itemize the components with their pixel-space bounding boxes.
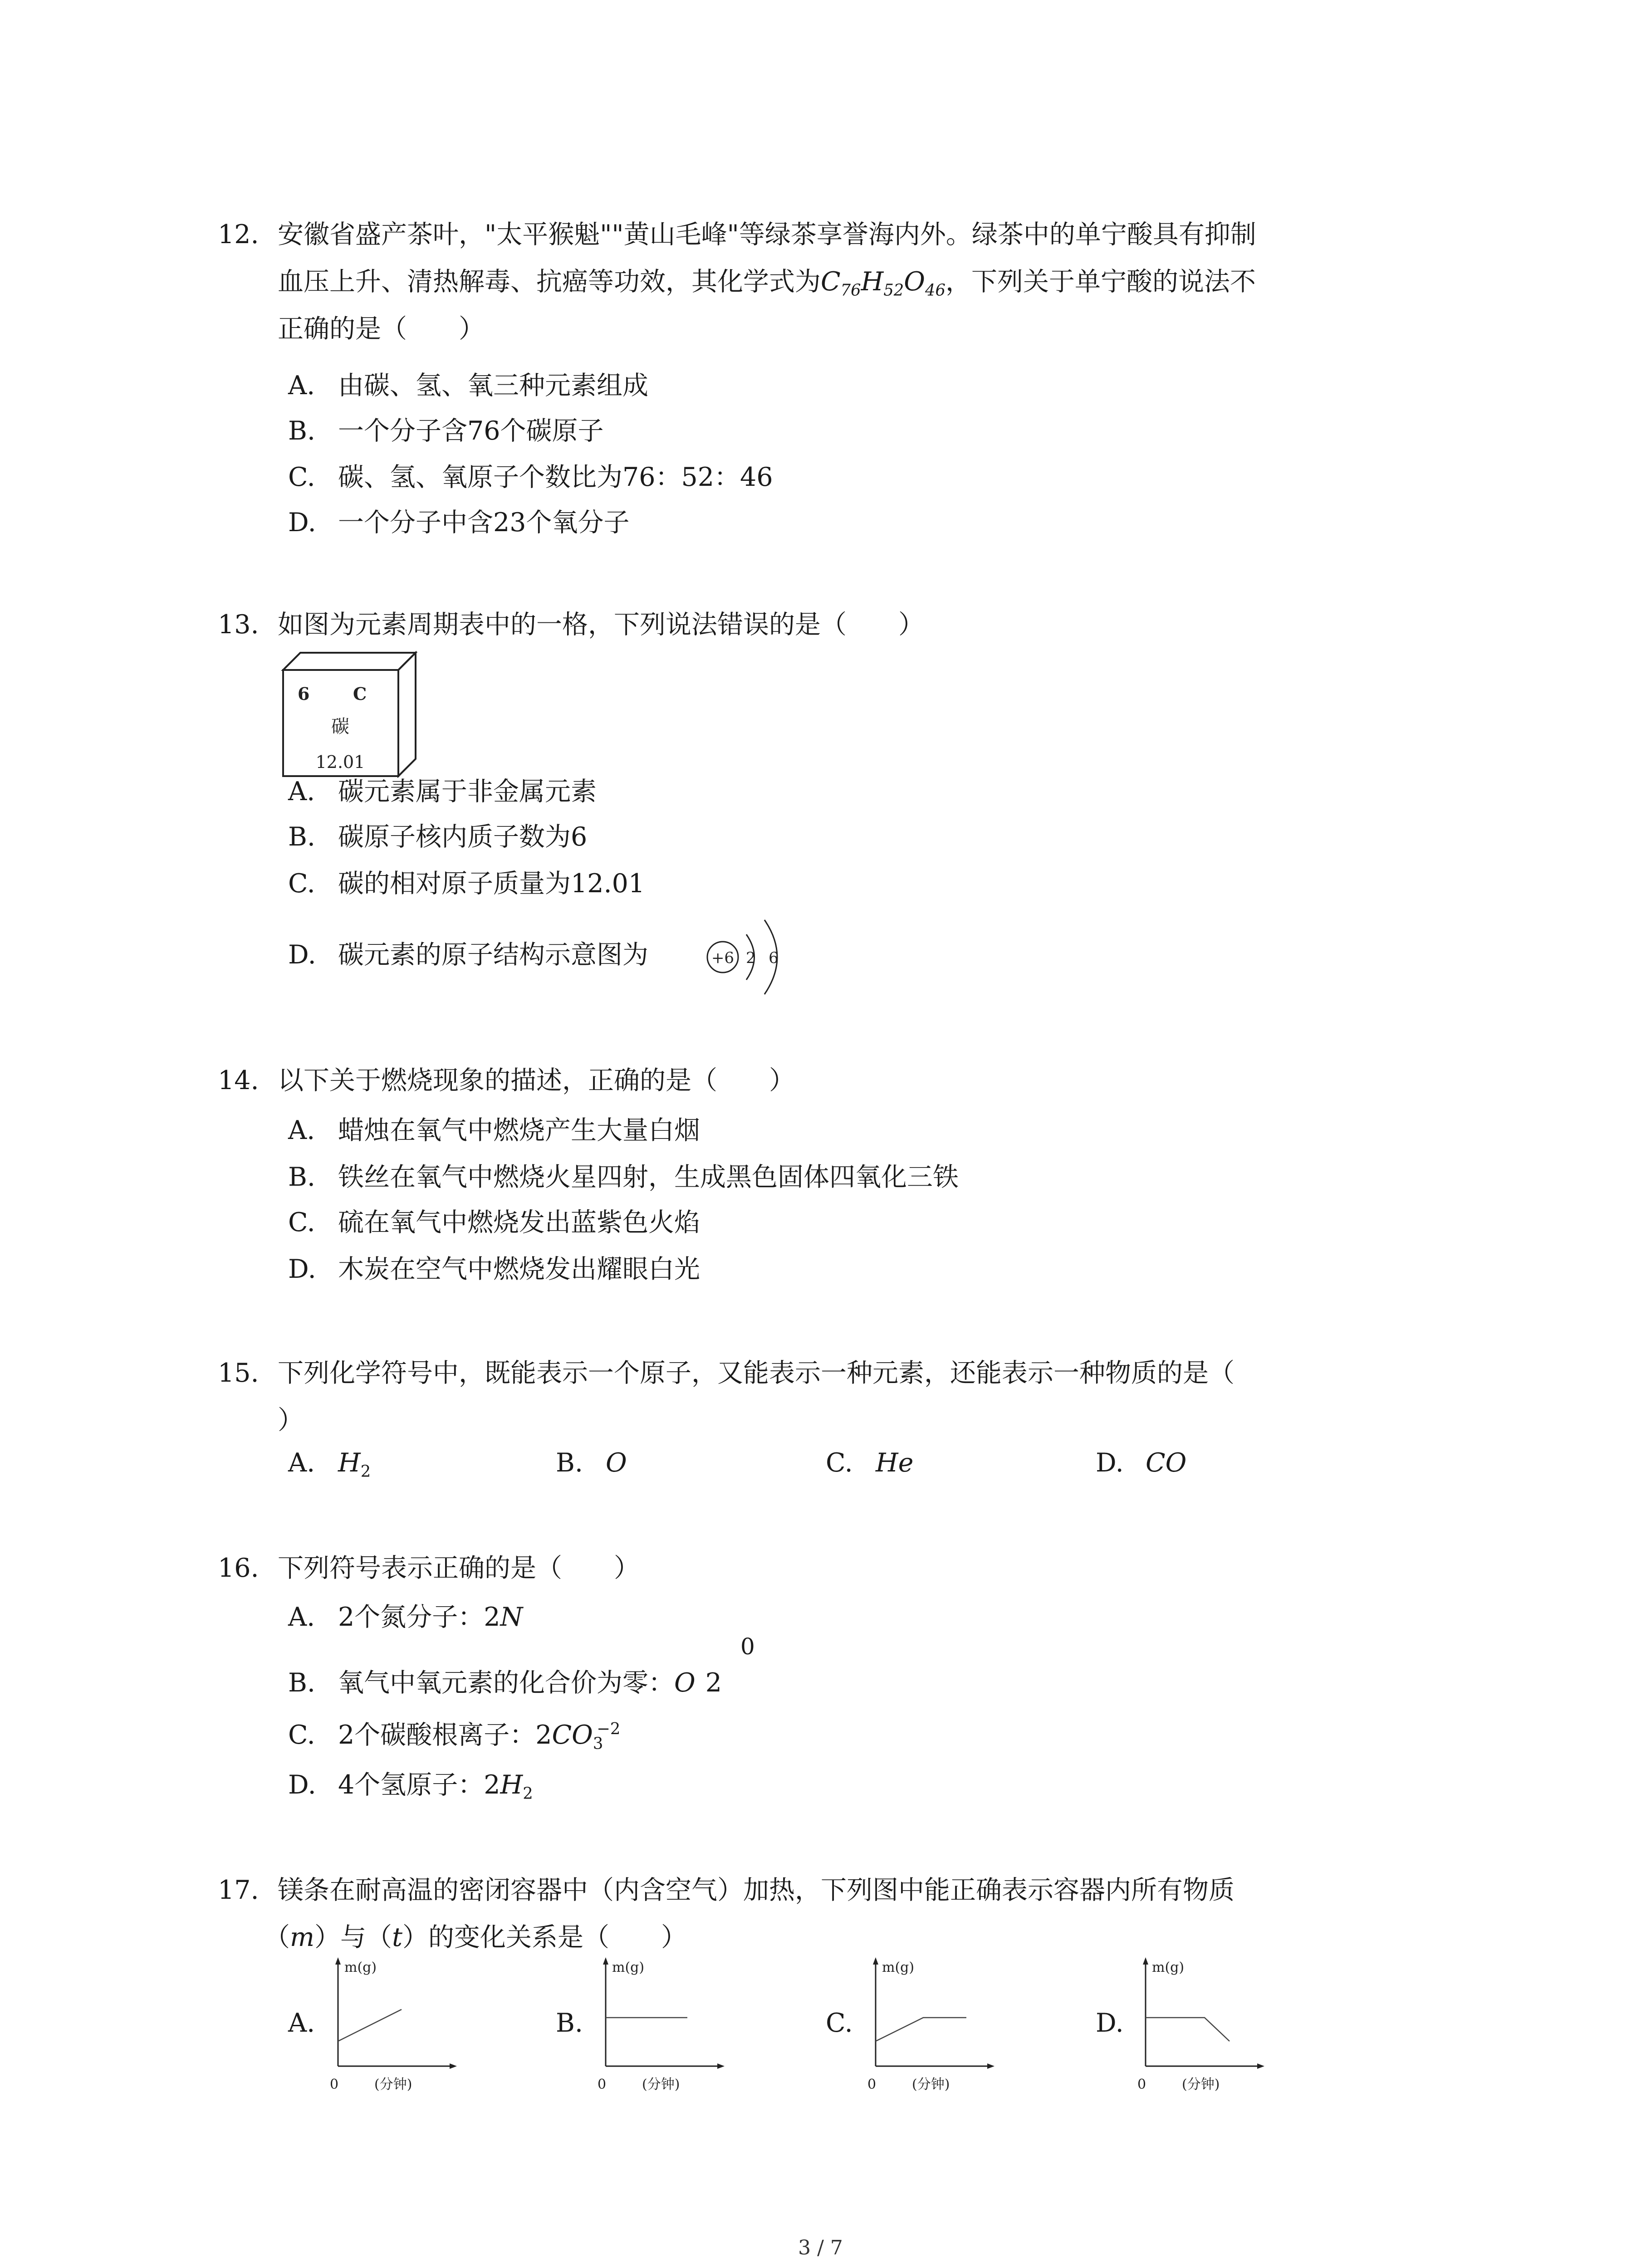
option-c[interactable]: C. He	[826, 1448, 914, 1478]
option-d[interactable]: D. 一个分子中含23个氧分子	[288, 508, 630, 538]
option-b[interactable]: B.	[556, 2008, 583, 2038]
stem-line: 安徽省盛产茶叶，"太平猴魁""黄山毛峰"等绿茶享誉海内外。绿茶中的单宁酸具有抑制	[278, 220, 1256, 249]
question-12	[218, 211, 1443, 352]
question-15	[218, 1349, 1443, 1444]
shell-electrons-1: 2	[746, 949, 756, 967]
question-number: 13.	[218, 610, 259, 640]
valence-mark: 0	[740, 1633, 755, 1660]
stem-text: 血压上升、清热解毒、抗癌等功效，其化学式为	[278, 267, 821, 297]
formula: 2N	[484, 1602, 523, 1632]
periodic-table-cell	[281, 651, 417, 778]
question-stem: 以下关于燃烧现象的描述，正确的是（ ）	[278, 1066, 795, 1095]
curve	[338, 2009, 402, 2041]
option-b[interactable]: B. O	[556, 1448, 627, 1478]
curve	[1146, 2018, 1230, 2041]
y-axis-label: m(g)	[344, 1960, 377, 1975]
graph-a	[329, 1953, 465, 2102]
chemical-formula: $C_{76}H_{52}O_{46}$	[821, 267, 945, 300]
option-c[interactable]: C. 硫在氧气中燃烧发出蓝紫色火焰	[288, 1207, 700, 1237]
atomic-number: 6	[298, 684, 310, 704]
origin-label: 0	[598, 2077, 607, 2092]
x-axis-label: (分钟)	[374, 2077, 412, 2092]
y-axis-label: m(g)	[612, 1960, 645, 1975]
origin-label: 0	[330, 2077, 339, 2092]
question-number: 14.	[218, 1066, 259, 1095]
question-13	[218, 601, 1443, 648]
page-number: 3 / 7	[798, 2236, 843, 2259]
atom-structure-diagram	[701, 912, 792, 1002]
x-axis-label: (分钟)	[642, 2077, 680, 2092]
atomic-mass: 12.01	[315, 752, 365, 772]
origin-label: 0	[867, 2077, 877, 2092]
stem-line: 下列化学符号中，既能表示一个原子，又能表示一种元素，还能表示一种物质的是（	[278, 1358, 1234, 1388]
option-a[interactable]: A. 碳元素属于非金属元素	[288, 777, 597, 807]
option-a[interactable]: A. 2个氮分子：2N	[288, 1602, 523, 1632]
x-axis-label: (分钟)	[1182, 2077, 1220, 2092]
formula: $2H_2$	[484, 1770, 533, 1803]
option-a[interactable]: A. $H_2$	[288, 1448, 371, 1481]
stem-line: （m）与（t）的变化关系是（ ）	[264, 1922, 687, 1952]
element-name: 碳	[331, 716, 349, 737]
option-c[interactable]: C. 碳、氢、氧原子个数比为76：52：46	[288, 462, 773, 492]
question-stem	[264, 1867, 1443, 1961]
option-c[interactable]: C.	[826, 2008, 853, 2038]
question-14	[218, 1057, 1443, 1104]
stem-line	[278, 258, 1443, 305]
option-d[interactable]: D. 4个氢原子：$2H_2$	[288, 1770, 533, 1803]
option-b[interactable]: B. 一个分子含76个碳原子	[288, 416, 604, 446]
option-c[interactable]: C. 2个碳酸根离子：$2CO_3^{-2}$	[288, 1719, 621, 1753]
question-stem: 下列符号表示正确的是（ ）	[278, 1553, 640, 1583]
graph-c	[867, 1953, 1003, 2102]
element-symbol: C	[353, 684, 367, 704]
stem-text: ，下列关于单宁酸的说法不	[945, 267, 1256, 297]
question-number: 12.	[218, 220, 259, 249]
question-stem: 如图为元素周期表中的一格，下列说法错误的是（ ）	[278, 610, 924, 640]
question-number: 17.	[218, 1875, 259, 1905]
stem-line: 镁条在耐高温的密闭容器中（内含空气）加热，下列图中能正确表示容器内所有物质	[278, 1875, 1234, 1905]
formula: $2CO_3^{-2}$	[535, 1719, 621, 1753]
question-17	[218, 1867, 1443, 1961]
option-a[interactable]: A. 由碳、氢、氧三种元素组成	[288, 371, 648, 401]
graph-d	[1136, 1953, 1273, 2102]
origin-label: 0	[1137, 2077, 1146, 2092]
option-d[interactable]: D. 木炭在空气中燃烧发出耀眼白光	[288, 1254, 700, 1284]
option-c[interactable]: C. 碳的相对原子质量为12.01	[288, 869, 645, 899]
nucleus-charge: +6	[711, 949, 735, 967]
x-axis-label: (分钟)	[912, 2077, 950, 2092]
y-axis-label: m(g)	[1152, 1960, 1185, 1975]
curve	[876, 2018, 966, 2041]
option-b[interactable]: B. 氧气中氧元素的化合价为零：O 2	[288, 1668, 722, 1698]
graph-b	[597, 1953, 733, 2102]
option-b[interactable]: B. 碳原子核内质子数为6	[288, 822, 588, 852]
y-axis-label: m(g)	[882, 1960, 915, 1975]
stem-line: ）	[278, 1405, 304, 1435]
question-stem	[278, 1349, 1443, 1444]
question-16	[218, 1545, 1443, 1592]
option-d[interactable]: D. CO	[1096, 1448, 1187, 1478]
question-number: 15.	[218, 1358, 259, 1388]
question-stem	[278, 211, 1443, 352]
option-a[interactable]: A. 蜡烛在氧气中燃烧产生大量白烟	[288, 1115, 700, 1145]
option-d[interactable]: D. 碳元素的原子结构示意图为	[288, 940, 648, 970]
option-a[interactable]: A.	[288, 2008, 315, 2038]
stem-line: 正确的是（ ）	[278, 314, 485, 344]
shell-electrons-2: 6	[769, 949, 779, 967]
option-b[interactable]: B. 铁丝在氧气中燃烧火星四射，生成黑色固体四氧化三铁	[288, 1162, 959, 1192]
option-d[interactable]: D.	[1096, 2008, 1124, 2038]
question-number: 16.	[218, 1553, 259, 1583]
